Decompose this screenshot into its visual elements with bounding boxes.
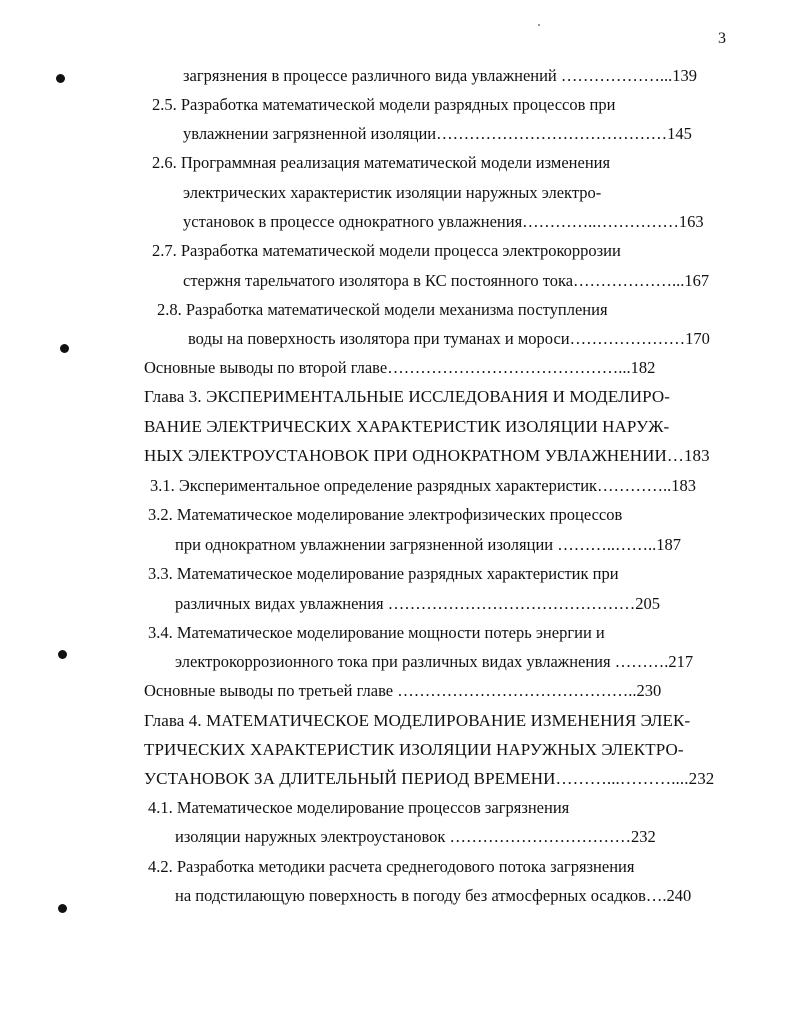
- punch-hole-mark: [58, 904, 67, 913]
- toc-line: 3.3. Математическое моделирование разрядных характеристик при: [148, 564, 619, 583]
- toc-line: 2.8. Разработка математической модели механизма поступления: [157, 300, 608, 319]
- toc-line: при однократном увлажнении загрязненной изоляции ………..……..187: [175, 535, 681, 554]
- toc-line: 3.1. Экспериментальное определение разрядных характеристик…………..183: [150, 476, 697, 495]
- toc-line: загрязнения в процессе различного вида увлажнений ………………...139: [183, 66, 698, 85]
- toc-line: 3.4. Математическое моделирование мощности потерь энергии и: [148, 623, 605, 642]
- punch-hole-mark: [56, 74, 65, 83]
- punch-hole-mark: [60, 344, 69, 353]
- toc-line: 3.2. Математическое моделирование электрофизических процессов: [148, 505, 623, 524]
- chapter-heading-line: НЫХ ЭЛЕКТРОУСТАНОВОК ПРИ ОДНОКРАТНОМ УВЛАЖНЕНИИ…183: [144, 446, 710, 465]
- toc-line: на подстилающую поверхность в погоду без атмосферных осадков….240: [175, 886, 692, 905]
- toc-line: стержня тарельчатого изолятора в КС постоянного тока………………...167: [183, 271, 710, 290]
- punch-hole-mark: [58, 650, 67, 659]
- toc-line: Основные выводы по второй главе……………………………………...182: [144, 358, 656, 377]
- toc-line: изоляции наружных электроустановок ……………………………232: [175, 827, 656, 846]
- toc-line: электрических характеристик изоляции наружных электро-: [183, 183, 602, 202]
- toc-line: 2.5. Разработка математической модели разрядных процессов при: [152, 95, 616, 114]
- scan-speck: [538, 24, 540, 26]
- toc-line: различных видах увлажнения ………………………………………205: [175, 594, 661, 613]
- chapter-heading-line: ВАНИЕ ЭЛЕКТРИЧЕСКИХ ХАРАКТЕРИСТИК ИЗОЛЯЦИИ НАРУЖ-: [144, 417, 670, 436]
- toc-line: 2.7. Разработка математической модели процесса электрокоррозии: [152, 241, 621, 260]
- page-number: 3: [718, 30, 726, 47]
- toc-line: 4.2. Разработка методики расчета среднегодового потока загрязнения: [148, 857, 635, 876]
- chapter-heading-line: Глава 3. ЭКСПЕРИМЕНТАЛЬНЫЕ ИССЛЕДОВАНИЯ И МОДЕЛИРО-: [144, 387, 671, 406]
- chapter-heading-line: ТРИЧЕСКИХ ХАРАКТЕРИСТИК ИЗОЛЯЦИИ НАРУЖНЫХ ЭЛЕКТРО-: [144, 740, 684, 759]
- toc-line: воды на поверхность изолятора при туманах и мороси…………………170: [188, 329, 710, 348]
- toc-line: установок в процессе однократного увлажнения…………..……………163: [183, 212, 704, 231]
- toc-line: Основные выводы по третьей главе ……………………………………..230: [144, 681, 662, 700]
- chapter-heading-line: Глава 4. МАТЕМАТИЧЕСКОЕ МОДЕЛИРОВАНИЕ ИЗМЕНЕНИЯ ЭЛЕК-: [144, 711, 691, 730]
- chapter-heading-line: УСТАНОВОК ЗА ДЛИТЕЛЬНЫЙ ПЕРИОД ВРЕМЕНИ………...………....232: [144, 769, 715, 788]
- toc-line: электрокоррозионного тока при различных видах увлажнения ……….217: [175, 652, 694, 671]
- toc-line: увлажнении загрязненной изоляции……………………………………145: [183, 124, 692, 143]
- toc-line: 2.6. Программная реализация математической модели изменения: [152, 153, 611, 172]
- toc-line: 4.1. Математическое моделирование процессов загрязнения: [148, 798, 570, 817]
